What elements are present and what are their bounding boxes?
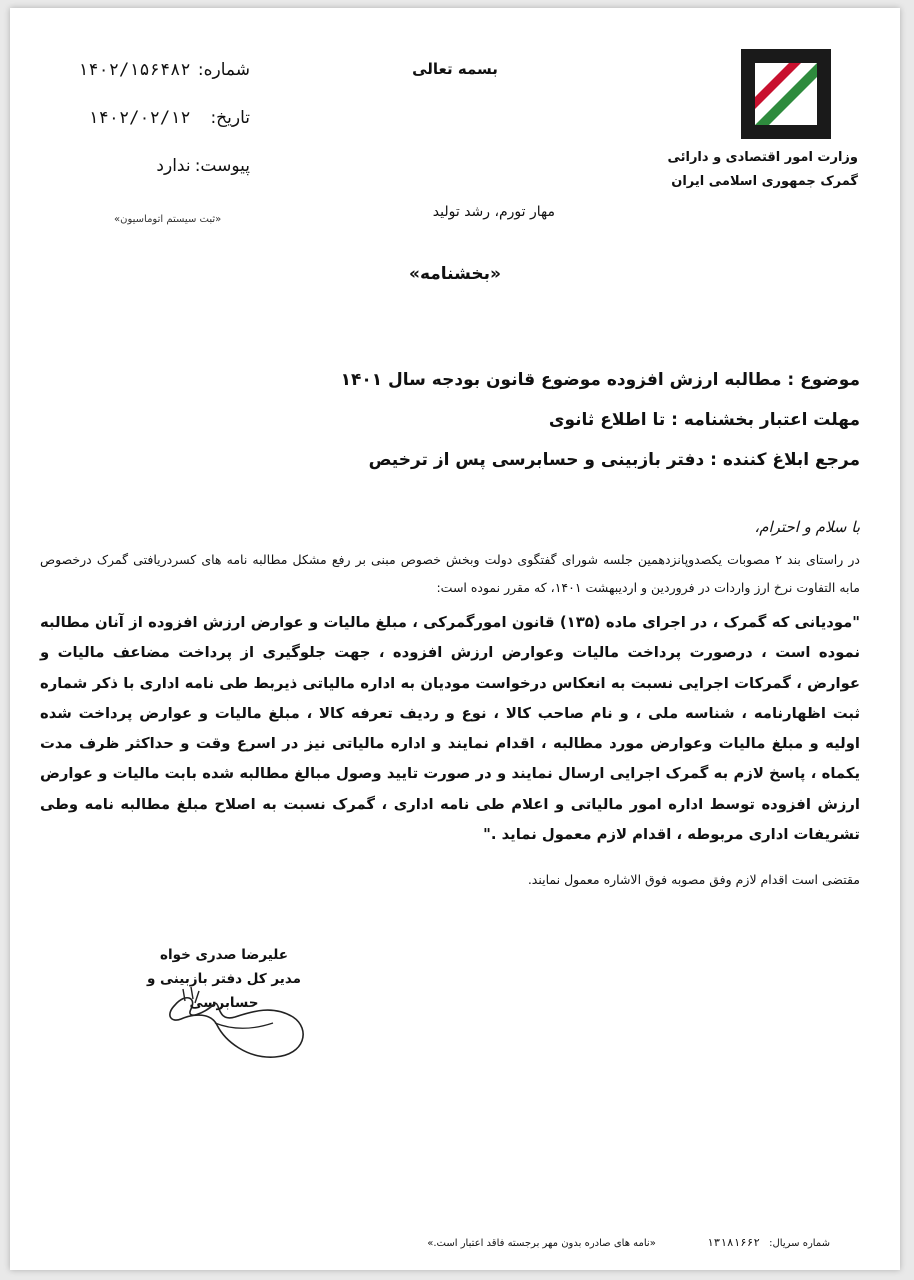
ministry-name: وزارت امور اقتصادی و دارائی [667,150,858,165]
letter-attachment-row [50,156,250,204]
validity-line: مهلت اعتبار بخشنامه : تا اطلاع ثانوی [548,410,860,430]
letter-date-value: ۱۴۰۲/۰۲/۱۲ [88,108,191,128]
subject-line: موضوع : مطالبه ارزش افزوده موضوع قانون بودجه سال ۱۴۰۱ [340,370,860,390]
signer-title: مدیر کل دفتر بازبینی و حسابرسی [146,971,302,1011]
letter-attachment-label: پیوست: [194,156,250,176]
intro-paragraph: در راستای بند ۲ مصوبات یکصدوپانزدهمین جلسه شورای گفتگوی دولت وبخش خصوص مبنی بر رفع مشکل مطالبه نامه های کسردریافتی گمرک درخصوص مابه التفاوت نرخ ارز واردات در فروردین و اردیبهشت ۱۴۰۱، که مقرر نموده است: [40,552,860,595]
customs-name: گمرک جمهوری اسلامی ایران [671,174,858,189]
salutation: با سلام و احترام، [754,518,860,536]
closing-line: مقتضی است اقدام لازم وفق مصوبه فوق الاشاره معمول نمایند. [527,872,860,887]
handwritten-signature [155,983,325,1063]
letter-meta [50,60,250,204]
resolution-quote: "مودیانی که گمرک ، در اجرای ماده (۱۳۵) قانون امورگمرکی ، مبلغ مالیات و عوارض ارزش افزوده از آنان مطالبه نموده است ، درصورت پرداخت مالیات وعوارض ارزش افزوده ، جهت جلوگیری از پرداخت مضاعف مالیات و عوارض ، گمرکات اجرایی نسبت به انعکاس درخواست مودیان به اداره مالیاتی ذیربط طی نامه اداری با ذکر شماره ثبت اظهارنامه ، شناسه ملی ، و نام صاحب کالا ، نوع و ردیف تعرفه کالا ، مبلغ مالیات و عوارض پرداخت شده اولیه و مبلغ مالیات وعوارض مورد مطالبه ، اقدام نمایند و اداره مالیاتی نیز در اسرع وقت و حداکثر ظرف مدت یکماه ، پاسخ لازم به گمرک اجرایی ارسال نمایند و در صورت تایید وصول مبالغ مطالبه شده بابت مالیات و عوارض ارزش افزوده توسط اداره امور مالیاتی و اعلام طی نامه اداری ، گمرک نسبت به اصلاح مبلغ مطالبه نامه وطی تشریفات اداری مربوطه ، اقدام لازم معمول نماید ." [40,614,861,844]
circular-headers [300,370,860,490]
serial-label: شماره سریال: [769,1238,830,1249]
letter-number-row [50,60,250,108]
validity-note: «نامه های صادره بدون مهر برجسته فاقد اعتبار است.» [427,1238,656,1249]
authority-line: مرجع ابلاغ کننده : دفتر بازبینی و حسابرسی پس از ترخیص [368,450,860,470]
letter-number-label: شماره: [197,60,250,80]
circular-title: «بخشنامه» [408,264,502,284]
automation-note: «ثبت سیستم اتوماسیون» [114,214,222,225]
letter-sheet [10,8,900,1270]
basmala: بسمه تعالی [412,60,498,78]
letter-number-value: ۱۴۰۲/۱۵۶۴۸۲ [78,60,191,80]
signer-name: علیرضا صدری خواه [160,947,288,963]
letter-date-row [50,108,250,156]
serial-value: ۱۳۱۸۱۶۶۲ [707,1236,760,1249]
ministry-block [667,146,858,194]
customs-logo [740,48,832,140]
letter-attachment-value: ندارد [156,156,191,176]
letter-date-label: تاریخ: [210,108,250,128]
slogan: مهار تورم، رشد تولید [432,204,555,220]
footer [90,1236,830,1249]
